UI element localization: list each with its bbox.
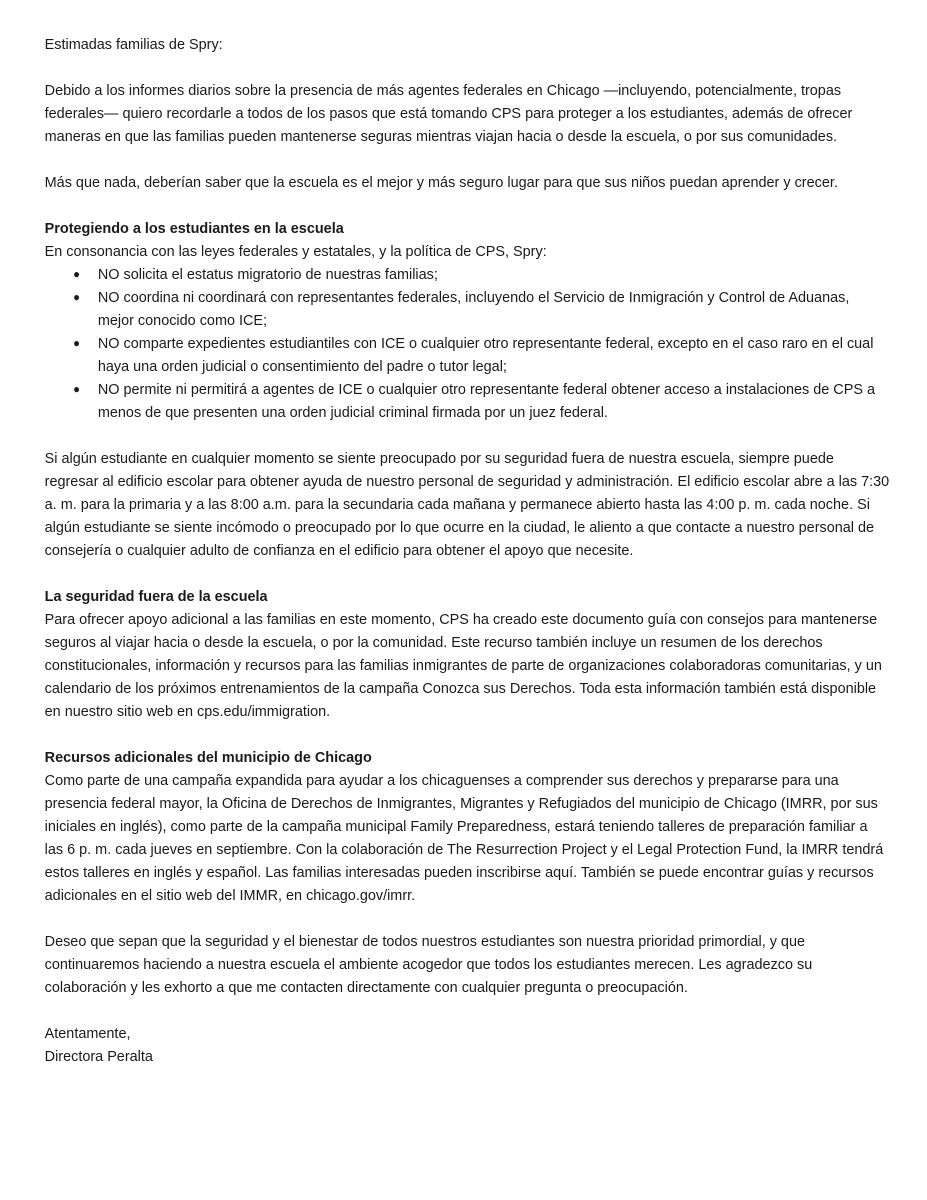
section-body: Como parte de una campaña expandida para ayudar a los chicaguenses a comprender sus derechos y prepararse para una presencia federal mayor, la Oficina de Derechos de Inmigrantes, Migrantes y Refugiados del municipio de Chicago (IMRR, por sus iniciales en inglés), como parte de la campaña municipal Family Preparedness, estará teniendo talleres de preparación familiar a las 6 p. m. cada jueves en septiembre. Con la colaboración de The Resurrection Project y el Legal Protection Fund, la IMRR tendrá estos talleres en inglés y español. Las familias interesadas pueden inscribirse aquí. También se puede encontrar guías y recursos adicionales en el sitio web del IMMR, en chicago.gov/imrr.: [44, 772, 884, 904]
signature-block: [45, 1022, 890, 1068]
section-protecting-students: [45, 217, 890, 424]
section-city-resources: [45, 746, 890, 907]
closing-paragraph: Deseo que sepan que la seguridad y el bienestar de todos nuestros estudiantes son nuestra prioridad primordial, y que continuaremos haciendo a nuestra escuela el ambiente acogedor que todos los estudiantes merecen. Les agradezco su colaboración y les exhorto a que me contacten directamente con cualquier pregunta o preocupación.: [44, 933, 813, 996]
greeting: Estimadas familias de Spry:: [44, 36, 223, 53]
section-heading: La seguridad fuera de la escuela: [44, 588, 268, 605]
list-item: ● NO coordina ni coordinará con representantes federales, incluyendo el Servicio de Inmigración y Control de Aduanas, mejor conocido como ICE;: [98, 286, 889, 332]
emphasis-paragraph: Más que nada, deberían saber que la escuela es el mejor y más seguro lugar para que sus niños puedan aprender y crecer.: [44, 174, 838, 191]
section-heading: Recursos adicionales del municipio de Chicago: [44, 749, 372, 766]
policy-list: [45, 263, 890, 424]
list-item: ● NO comparte expedientes estudiantiles con ICE o cualquier otro representante federal, excepto en el caso raro en el cual haya una orden judicial o consentimiento del padre o tutor legal;: [98, 332, 889, 378]
section-outside-safety: [45, 585, 890, 723]
section-heading: Protegiendo a los estudiantes en la escuela: [44, 220, 344, 237]
list-item: ● NO solicita el estatus migratorio de nuestras familias;: [98, 263, 889, 286]
signoff: Atentamente,: [44, 1025, 131, 1042]
safety-paragraph: Si algún estudiante en cualquier momento se siente preocupado por su seguridad fuera de nuestra escuela, siempre puede regresar al edificio escolar para obtener ayuda de nuestro personal de seguridad y administración. El edificio escolar abre a las 7:30 a. m. para la primaria y a las 8:00 a.m. para la secundaria cada mañana y permanece abierto hasta las 4:00 p. m. cada noche. Si algún estudiante se siente incómodo o preocupado por lo que ocurre en la ciudad, le aliento a que contacte a nuestro personal de consejería o cualquier adulto de confianza en el edificio para obtener el apoyo que necesite.: [44, 450, 890, 559]
section-body: Para ofrecer apoyo adicional a las familias en este momento, CPS ha creado este documento guía con consejos para mantenerse seguros al viajar hacia o desde la escuela, o por la comunidad. Este recurso también incluye un resumen de los derechos constitucionales, información y recursos para las familias inmigrantes de parte de organizaciones colaboradoras comunitarias, y un calendario de los próximos entrenamientos de la campaña Conozca sus Derechos. Toda esta información también está disponible en nuestro sitio web en cps.edu/immigration.: [44, 611, 882, 720]
section-lead: En consonancia con las leyes federales y estatales, y la política de CPS, Spry:: [44, 243, 547, 260]
intro-paragraph: Debido a los informes diarios sobre la presencia de más agentes federales en Chicago —incluyendo, potencialmente, tropas federales— quiero recordarle a todos de los pasos que está tomando CPS para proteger a los estudiantes, además de ofrecer maneras en que las familias pueden mantenerse seguras mientras viajan hacia o desde la escuela, o por sus comunidades.: [44, 82, 853, 145]
list-item: ● NO permite ni permitirá a agentes de ICE o cualquier otro representante federal obtener acceso a instalaciones de CPS a menos de que presenten una orden judicial criminal firmada por un juez federal.: [98, 378, 889, 424]
signature: Directora Peralta: [44, 1048, 153, 1065]
